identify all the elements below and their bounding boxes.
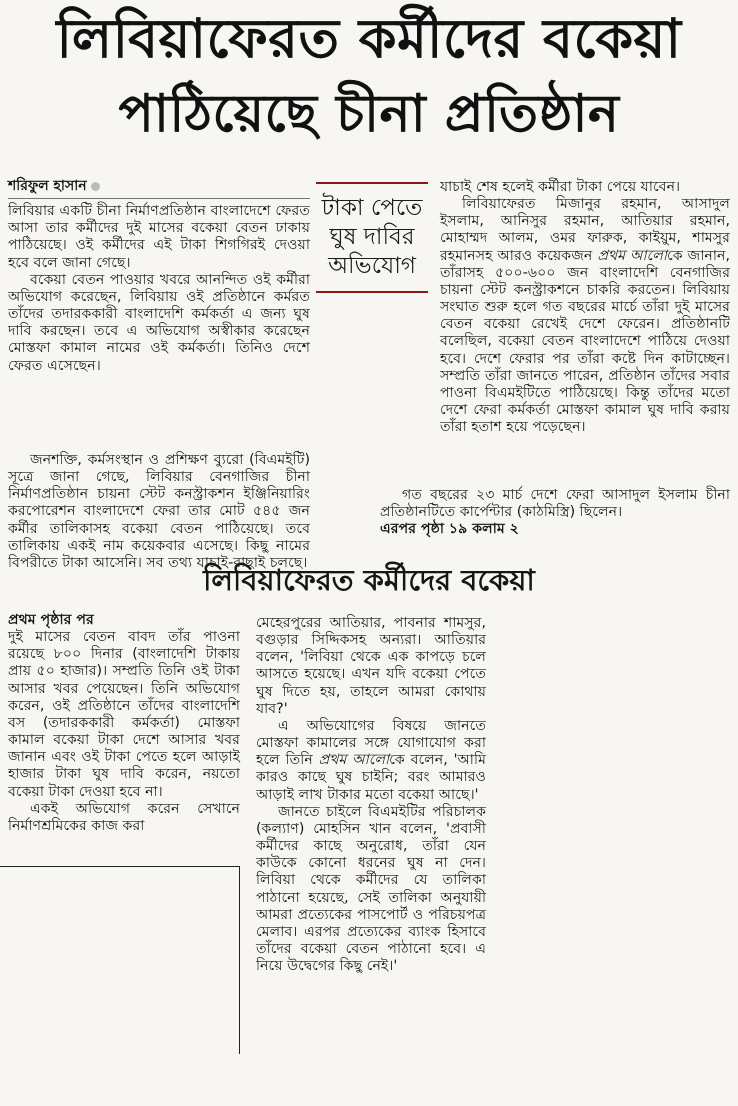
headline-line-1: লিবিয়াফেরত কর্মীদের বকেয়া	[56, 7, 682, 70]
continued-from-label: প্রথম পৃষ্ঠার পর	[8, 612, 94, 628]
column-divider	[239, 866, 240, 1054]
section-2-paragraph-5: জানতে চাইলে বিএমইটির পরিচালক (কল্যাণ) মোহসিন খান বলেন, 'প্রবাসী কর্মীদের কাছে অনুরোধ, তাঁরা যেন কাউকে কোনো ধরনের ঘুষ না দেন। লিবিয়া থেকে কর্মীদের যে তালিকা পাঠানো হয়েছে, সেই তালিকা অনুযায়ী আমরা প্রত্যেকের পাসপোর্ট ও পরিচয়পত্র মেলাব। এরপর প্রত্যেকের ব্যাংক হিসাবে তাঁদের বকেয়া বেতন পাঠানো হবে। এ নিয়ে উদ্বেগের কিছু নেই।'	[256, 803, 486, 975]
article-paragraph-2: বকেয়া বেতন পাওয়ার খবরে আনন্দিত ওই কর্মীরা অভিযোগ করেছেন, লিবিয়ায় ওই প্রতিষ্ঠানে কর্মরত তাঁদের তদারককারী বাংলাদেশি কর্মকর্তা এ জন্য ঘুষ দাবি করছেন। তবে এ অভিযোগ অস্বীকার করেছেন মোস্তফা কামাল নামের ওই কর্মকর্তা। তিনিও দেশে ফেরত এসেছেন।	[8, 271, 310, 374]
byline-name: শরিফুল হাসান	[8, 178, 87, 194]
pull-quote-line-3: অভিযোগ	[328, 253, 416, 279]
continued-on-page: এরপর পৃষ্ঠা ১৯ কলাম ২	[380, 521, 519, 538]
pull-quote-top-rule	[316, 182, 428, 184]
section-2-paragraph-1: দুই মাসের বেতন বাবদ তাঁর পাওনা রয়েছে ৮০০ দিনার (বাংলাদেশি টাকায় প্রায় ৫০ হাজার)। সম্প্রতি তিনি ওই টাকা আসার খবর পেয়েছেন। তিনি অভিযোগ করেন, ওই প্রতিষ্ঠানে তাঁদের বাংলাদেশি বস (তদারককারী কর্মকর্তা) মোস্তফা কামাল বকেয়া টাকা দেশে আসার খবর জানান এবং ওই টাকা পেতে হলে আড়াই হাজার টাকা ঘুষ দাবি করেন, নয়তো বকেয়া টাকা দেওয়া হবে না।	[8, 629, 240, 800]
pull-quote	[316, 182, 428, 293]
article-paragraph-3: জনশক্তি, কর্মসংস্থান ও প্রশিক্ষণ ব্যুরো (বিএমইটি) সূত্রে জানা গেছে, লিবিয়ার বেনগাজির চীনা নির্মাণপ্রতিষ্ঠান চায়না স্টেট কনস্ট্রাকশন ইঞ্জিনিয়ারিং করপোরেশন বাংলাদেশে ফেরা তার মোট ৫৪৫ জন কর্মীর তালিকাসহ বকেয়া বেতন পাঠিয়েছে। তবে তালিকায় একই নাম কয়েকবার এসেছে। কিছু নামের বিপরীতে টাকা আসেনি। সব তথ্য যাচাই-বাছাই চলছে।	[8, 452, 310, 571]
article-lower-right	[380, 487, 730, 538]
newspaper-name-2: প্রথম আলো	[318, 752, 390, 769]
byline	[8, 178, 310, 195]
pull-quote-bottom-rule	[316, 291, 428, 293]
section-2-paragraph-2: একই অভিযোগ করেন সেখানে নির্মাণশ্রমিকের কাজ করা	[8, 800, 240, 834]
article-paragraph-4: যাচাই শেষ হলেই কর্মীরা টাকা পেয়ে যাবেন।	[440, 179, 681, 195]
byline-dot-icon	[91, 182, 100, 191]
section-2-paragraph-4: এ অভিযোগের বিষয়ে জানতে মোস্তফা কামালের সঙ্গে যোগাযোগ করা হলে তিনি প্রথম আলোকে বলেন, 'আমি কারও কাছে ঘুষ চাইনি; বরং আমারও আড়াই লাখ টাকার মতো বকেয়া আছে।'	[256, 717, 486, 803]
article-column-3	[440, 179, 730, 436]
section-2-column-2	[256, 615, 486, 975]
article-paragraph-5: লিবিয়াফেরত মিজানুর রহমান, আসাদুল ইসলাম, আনিসুর রহমান, আতিয়ার রহমান, মোহাম্মদ আলম, ওমর ফারুক, কাইয়ুম, শামসুর রহমানসহ আরও কয়েকজন প্রথম আলোকে জানান, তাঁরাসহ ৫০০-৬০০ জন বাংলাদেশি বেনগাজির চায়না স্টেট কনস্ট্রাকশনে চাকরি করতেন। লিবিয়ায় সংঘাত শুরু হলে গত বছরের মার্চে তাঁরা দুই মাসের বেতন বকেয়া রেখেই দেশে ফেরেন। প্রতিষ্ঠানটি বলেছিল, বকেয়া বেতন বাংলাদেশে পাঠিয়ে দেওয়া হবে। দেশে ফেরার পর তাঁরা কষ্টে দিন কাটাচ্ছেন। সম্প্রতি তাঁরা জানতে পারেন, প্রতিষ্ঠান তাঁদের সবার পাওনা বিএমইটিতে পাঠিয়েছে। কিন্তু তাঁদের মতো দেশে ফেরা কর্মকর্তা মোস্তফা কামাল ঘুষ দাবি করায় তাঁরা হতাশ হয়ে পড়েছেন।	[440, 196, 730, 436]
article-column-1	[8, 178, 310, 375]
byline-divider	[8, 198, 310, 199]
section-2-headline: লিবিয়াফেরত কর্মীদের বকেয়া	[203, 563, 535, 597]
article-lower-block	[8, 452, 310, 572]
section-2-column-1	[8, 612, 240, 835]
column-bottom-rule	[0, 866, 239, 867]
pull-quote-line-2: ঘুষ দাবির	[329, 224, 415, 250]
section-2-paragraph-3: মেহেরপুরের আতিয়ার, পাবনার শামসুর, বগুড়ার সিদ্দিকসহ অন্যরা। আতিয়ার বলেন, 'লিবিয়া থেকে এক কাপড়ে চলে আসতে হয়েছে। এখন যদি বকেয়া পেতে ঘুষ দিতে হয়, তাহলে আমরা কোথায় যাব?'	[256, 615, 486, 717]
article-paragraph-1: লিবিয়ার একটি চীনা নির্মাণপ্রতিষ্ঠান বাংলাদেশে ফেরত আসা তার কর্মীদের দুই মাসের বকেয়া বেতন ঢাকায় পাঠিয়েছে। ওই কর্মীদের এই টাকা শিগগিরই দেওয়া হবে বলে জানা গেছে।	[8, 203, 310, 271]
article-paragraph-6: গত বছরের ২৩ মার্চ দেশে ফেরা আসাদুল ইসলাম চীনা প্রতিষ্ঠানটিতে কার্পেন্টার (কাঠমিস্ত্রি) ছিলেন।	[380, 487, 730, 521]
headline-line-2: পাঠিয়েছে চীনা প্রতিষ্ঠান	[118, 84, 620, 144]
pull-quote-line-1: টাকা পেতে	[321, 195, 423, 221]
newspaper-name: প্রথম আলো	[597, 247, 667, 264]
